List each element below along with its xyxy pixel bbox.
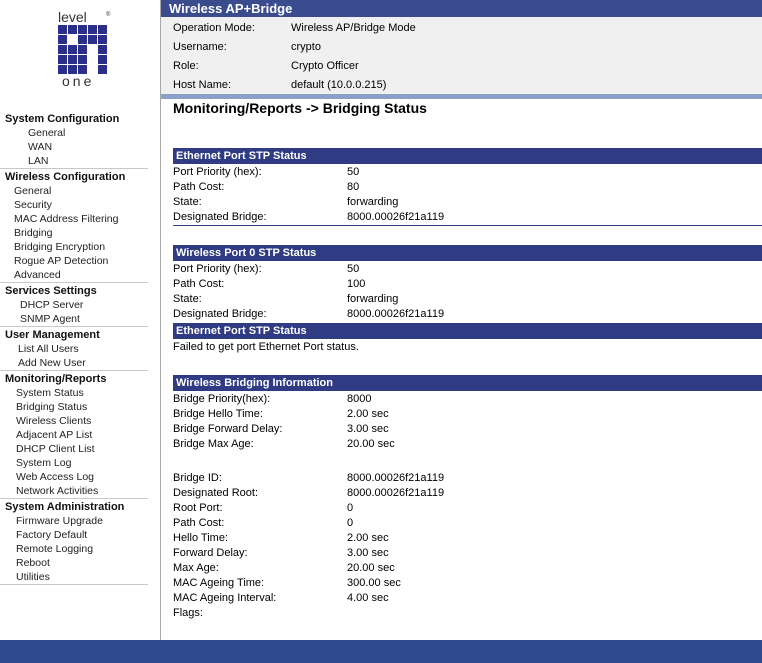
stat-label: Designated Root: bbox=[173, 487, 258, 499]
operation-mode-value: Wireless AP/Bridge Mode bbox=[291, 22, 416, 34]
sidebar-item-web-access-log[interactable]: Web Access Log bbox=[16, 471, 95, 483]
operation-mode-label: Operation Mode: bbox=[173, 22, 255, 34]
ethernet-stp-heading: Ethernet Port STP Status bbox=[173, 148, 762, 164]
stat-value: 2.00 sec bbox=[347, 408, 389, 420]
username-label: Username: bbox=[173, 41, 227, 53]
stat-label: Bridge Priority(hex): bbox=[173, 393, 271, 405]
sidebar-nav bbox=[0, 112, 148, 586]
header bbox=[161, 0, 762, 94]
sidebar-item-mac-address-filtering[interactable]: MAC Address Filtering bbox=[14, 213, 119, 225]
nav-section bbox=[0, 500, 148, 585]
stat-value: 8000.00026f21a119 bbox=[347, 487, 445, 499]
stat-label: Hello Time: bbox=[173, 532, 229, 544]
stat-label: Forward Delay: bbox=[173, 547, 248, 559]
sidebar-item-wan[interactable]: WAN bbox=[28, 141, 53, 153]
stat-label: Max Age: bbox=[173, 562, 219, 574]
stat-value: 50 bbox=[347, 166, 360, 178]
sidebar-item-advanced[interactable]: Advanced bbox=[14, 269, 61, 281]
stat-label: State: bbox=[173, 196, 202, 208]
nav-section-title: Wireless Configuration bbox=[5, 171, 126, 183]
sidebar-item-adjacent-ap-list[interactable]: Adjacent AP List bbox=[16, 429, 93, 441]
sidebar bbox=[0, 0, 161, 640]
nav-section bbox=[0, 170, 148, 283]
stat-value: forwarding bbox=[347, 196, 399, 208]
sidebar-item-system-status[interactable]: System Status bbox=[16, 387, 84, 399]
sidebar-item-dhcp-client-list[interactable]: DHCP Client List bbox=[16, 443, 95, 455]
stat-value: 3.00 sec bbox=[347, 423, 389, 435]
svg-text:level: level bbox=[58, 10, 87, 25]
nav-section-title: User Management bbox=[5, 329, 100, 341]
app-title: Wireless AP+Bridge bbox=[161, 0, 762, 17]
section-divider bbox=[173, 225, 762, 226]
stat-label: Port Priority (hex): bbox=[173, 166, 262, 178]
page-title: Monitoring/Reports -> Bridging Status bbox=[173, 100, 427, 116]
stat-value: forwarding bbox=[347, 293, 399, 305]
levelone-logo[interactable] bbox=[56, 10, 116, 88]
nav-section bbox=[0, 284, 148, 327]
stat-label: Path Cost: bbox=[173, 181, 225, 193]
stat-label: Port Priority (hex): bbox=[173, 263, 262, 275]
sidebar-item-system-log[interactable]: System Log bbox=[16, 457, 72, 469]
stat-value: 100 bbox=[347, 278, 366, 290]
stat-value: 0 bbox=[347, 502, 354, 514]
sidebar-item-general[interactable]: General bbox=[28, 127, 66, 139]
sidebar-item-firmware-upgrade[interactable]: Firmware Upgrade bbox=[16, 515, 103, 527]
stat-label: State: bbox=[173, 293, 202, 305]
stat-value: 8000 bbox=[347, 393, 372, 405]
sidebar-item-dhcp-server[interactable]: DHCP Server bbox=[20, 299, 84, 311]
sidebar-item-remote-logging[interactable]: Remote Logging bbox=[16, 543, 94, 555]
stat-value: 0 bbox=[347, 517, 354, 529]
sidebar-item-lan[interactable]: LAN bbox=[28, 155, 49, 167]
stat-value: 80 bbox=[347, 181, 360, 193]
stat-value: 8000.00026f21a119 bbox=[347, 308, 445, 320]
stat-value: 2.00 sec bbox=[347, 532, 389, 544]
sidebar-item-security[interactable]: Security bbox=[14, 199, 52, 211]
sidebar-item-add-new-user[interactable]: Add New User bbox=[18, 357, 86, 369]
svg-text:®: ® bbox=[106, 12, 111, 18]
stat-label: Designated Bridge: bbox=[173, 211, 267, 223]
stat-label: Flags: bbox=[173, 607, 203, 619]
sidebar-item-network-activities[interactable]: Network Activities bbox=[16, 485, 99, 497]
stat-label: Bridge Forward Delay: bbox=[173, 423, 283, 435]
stat-label: Root Port: bbox=[173, 502, 223, 514]
stat-value: 300.00 sec bbox=[347, 577, 401, 589]
username-value: crypto bbox=[291, 41, 321, 53]
sidebar-item-reboot[interactable]: Reboot bbox=[16, 557, 50, 569]
stat-value: 20.00 sec bbox=[347, 438, 395, 450]
stat-value: 8000.00026f21a119 bbox=[347, 211, 445, 223]
sidebar-item-snmp-agent[interactable]: SNMP Agent bbox=[20, 313, 80, 325]
stat-label: Designated Bridge: bbox=[173, 308, 267, 320]
host-name-label: Host Name: bbox=[173, 79, 232, 91]
main-panel bbox=[161, 0, 762, 640]
stat-label: Path Cost: bbox=[173, 517, 225, 529]
sidebar-item-rogue-ap-detection[interactable]: Rogue AP Detection bbox=[14, 255, 109, 267]
svg-text:one: one bbox=[62, 73, 95, 88]
role-label: Role: bbox=[173, 60, 199, 72]
stat-label: Bridge ID: bbox=[173, 472, 222, 484]
stat-value: 4.00 sec bbox=[347, 592, 389, 604]
nav-section-title: System Administration bbox=[5, 501, 125, 513]
stat-value: 8000.00026f21a119 bbox=[347, 472, 445, 484]
sidebar-item-bridging-status[interactable]: Bridging Status bbox=[16, 401, 88, 413]
wireless-stp-heading: Wireless Port 0 STP Status bbox=[173, 245, 762, 261]
error-message: Failed to get port Ethernet Port status. bbox=[173, 341, 359, 353]
sidebar-item-utilities[interactable]: Utilities bbox=[16, 571, 50, 583]
stat-label: Bridge Max Age: bbox=[173, 438, 254, 450]
stat-label: Path Cost: bbox=[173, 278, 225, 290]
nav-section-title: Services Settings bbox=[5, 285, 97, 297]
nav-section bbox=[0, 328, 148, 371]
nav-section bbox=[0, 112, 148, 169]
sidebar-item-general[interactable]: General bbox=[14, 185, 52, 197]
sidebar-item-bridging[interactable]: Bridging bbox=[14, 227, 53, 239]
nav-section-title: Monitoring/Reports bbox=[5, 373, 107, 385]
sidebar-item-bridging-encryption[interactable]: Bridging Encryption bbox=[14, 241, 106, 253]
stat-label: Bridge Hello Time: bbox=[173, 408, 263, 420]
sidebar-item-wireless-clients[interactable]: Wireless Clients bbox=[16, 415, 92, 427]
nav-section-title: System Configuration bbox=[5, 113, 120, 125]
stat-value: 20.00 sec bbox=[347, 562, 395, 574]
stat-value: 3.00 sec bbox=[347, 547, 389, 559]
role-value: Crypto Officer bbox=[291, 60, 359, 72]
sidebar-item-list-all-users[interactable]: List All Users bbox=[18, 343, 79, 355]
header-divider bbox=[161, 94, 762, 99]
ethernet-stp-heading-2: Ethernet Port STP Status bbox=[173, 323, 762, 339]
host-name-value: default (10.0.0.215) bbox=[291, 79, 387, 91]
bridging-info-heading: Wireless Bridging Information bbox=[173, 375, 762, 391]
sidebar-item-factory-default[interactable]: Factory Default bbox=[16, 529, 88, 541]
nav-section bbox=[0, 372, 148, 499]
footer-bar bbox=[0, 640, 762, 663]
stat-label: MAC Ageing Interval: bbox=[173, 592, 277, 604]
stat-value: 50 bbox=[347, 263, 360, 275]
stat-label: MAC Ageing Time: bbox=[173, 577, 265, 589]
